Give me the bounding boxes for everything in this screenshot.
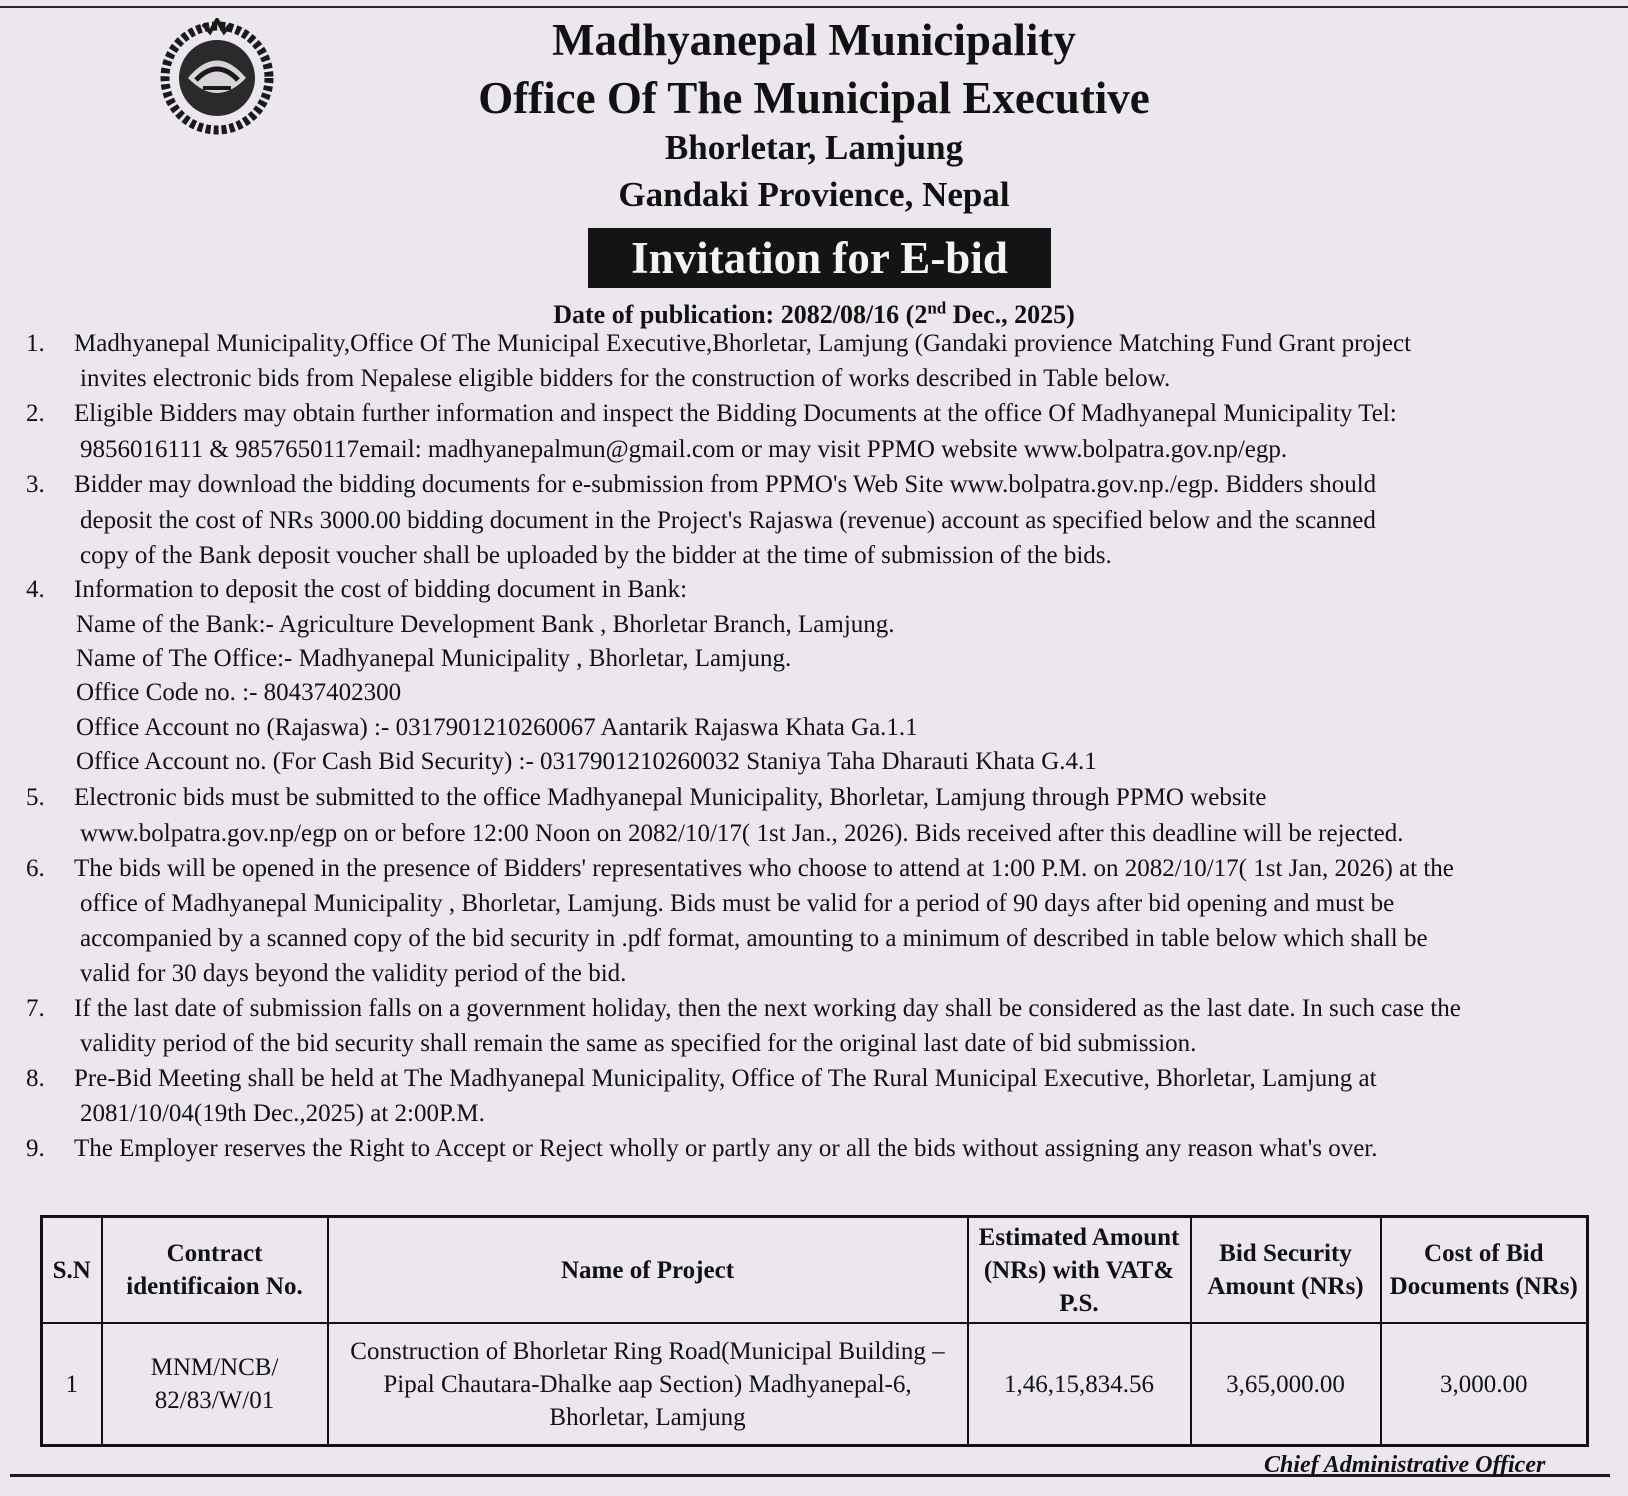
table-header-row [42,1217,1588,1324]
revenue-account: Office Account no (Rajaswa) :- 0317901210260067 Aantarik Rajaswa Khata Ga.1.1 [76,714,918,741]
municipality-name: Madhyanepal Municipality [552,15,1076,65]
item-line: 2081/10/04(19th Dec.,2025) at 2:00P.M. [80,1100,485,1127]
item-line: www.bolpatra.gov.np/egp on or before 12:00 Noon on 2082/10/17( 1st Jan., 2026). Bids received after this deadline will be rejected. [80,820,1404,847]
bid-table [40,1215,1589,1447]
item-line: Bidder may download the bidding documents for e-submission from PPMO's Web Site www.bolpatra.gov.np./egp. Bidders should [74,471,1377,498]
location: Bhorletar, Lamjung [664,128,964,167]
header-contract-id: Contract identificaion No. [102,1217,328,1324]
item-line: The bids will be opened in the presence of Bidders' representatives who choose to attend at 1:00 P.M. on 2082/10/17( 1st Jan, 2026) at the [74,855,1454,882]
cell-sn: 1 [42,1323,102,1446]
item-number: 8. [26,1065,45,1092]
item-line: Madhyanepal Municipality,Office Of The Municipal Executive,Bhorletar, Lamjung (Gandaki provience Matching Fund Grant project [74,330,1412,357]
office-code: Office Code no. :- 80437402300 [76,679,402,706]
item-number: 6. [26,855,45,882]
office-name-line: Name of The Office:- Madhyanepal Municipality , Bhorletar, Lamjung. [76,645,792,672]
header-bid-security: Bid Security Amount (NRs) [1191,1217,1381,1324]
item-line: office of Madhyanepal Municipality , Bhorletar, Lamjung. Bids must be valid for a period of 90 days after bid opening and must be [80,890,1395,917]
cell-project-name: Construction of Bhorletar Ring Road(Municipal Building –Pipal Chautara-Dhalke aap Section) Madhyanepal-6, Bhorletar, Lamjung [328,1323,968,1446]
item-line: accompanied by a scanned copy of the bid security in .pdf format, amounting to a minimum of described in table below which shall be [80,925,1428,952]
item-line: 9856016111 & 9857650117email: madhyanepalmun@gmail.com or may visit PPMO website www.bolpatra.gov.np/egp. [80,436,1288,463]
header-sn: S.N [42,1217,102,1324]
table-row [42,1323,1588,1446]
item-line: Eligible Bidders may obtain further information and inspect the Bidding Documents at the office Of Madhyanepal Municipality Tel: [74,400,1397,427]
item-line: If the last date of submission falls on a government holiday, then the next working day shall be considered as the last date. In such case the [74,995,1461,1022]
item-line: Information to deposit the cost of bidding document in Bank: [74,576,688,603]
item-line: copy of the Bank deposit voucher shall be uploaded by the bidder at the time of submission of the bids. [80,542,1112,569]
item-number: 3. [26,471,45,498]
header-bid-doc-cost: Cost of Bid Documents (NRs) [1381,1217,1588,1324]
item-line: Electronic bids must be submitted to the office Madhyanepal Municipality, Bhorletar, Lamjung through PPMO website [74,784,1267,811]
item-line: deposit the cost of NRs 3000.00 bidding document in the Project's Rajaswa (revenue) account as specified below and the scanned [80,507,1376,534]
province: Gandaki Provience, Nepal [618,175,1010,214]
header-estimated-amount: Estimated Amount (NRs) with VAT& P.S. [968,1217,1191,1324]
cell-contract-id: MNM/NCB/ 82/83/W/01 [102,1323,328,1446]
notice-title: Invitation for E-bid [588,228,1051,288]
bid-security-account: Office Account no. (For Cash Bid Security) :- 0317901210260032 Staniya Taha Dharauti Khata G.4.1 [76,748,1097,775]
item-number: 9. [26,1135,45,1162]
item-number: 2. [26,400,45,427]
office-name: Office Of The Municipal Executive [478,73,1150,123]
cell-bid-security: 3,65,000.00 [1191,1323,1381,1446]
item-line: valid for 30 days beyond the validity period of the bid. [80,960,627,987]
item-number: 5. [26,784,45,811]
publication-date: Date of publication: 2082/08/16 (2nd Dec., 2025) [553,298,1075,329]
item-line: Pre-Bid Meeting shall be held at The Madhyanepal Municipality, Office of The Rural Municipal Executive, Bhorletar, Lamjung at [74,1065,1377,1092]
cell-bid-doc-cost: 3,000.00 [1381,1323,1588,1446]
item-line: validity period of the bid security shall remain the same as specified for the original last date of bid submission. [80,1030,1197,1057]
item-line: The Employer reserves the Right to Accept or Reject wholly or partly any or all the bids without assigning any reason what's over. [74,1135,1378,1162]
item-number: 4. [26,576,45,603]
header-project-name: Name of Project [328,1217,968,1324]
item-number: 1. [26,330,45,357]
item-line: invites electronic bids from Nepalese eligible bidders for the construction of works described in Table below. [80,365,1171,392]
signature: Chief Administrative Officer [1264,1452,1546,1478]
top-divider [0,6,1628,8]
bank-name: Name of the Bank:- Agriculture Development Bank , Bhorletar Branch, Lamjung. [76,611,895,638]
cell-estimated-amount: 1,46,15,834.56 [968,1323,1191,1446]
item-number: 7. [26,995,45,1022]
